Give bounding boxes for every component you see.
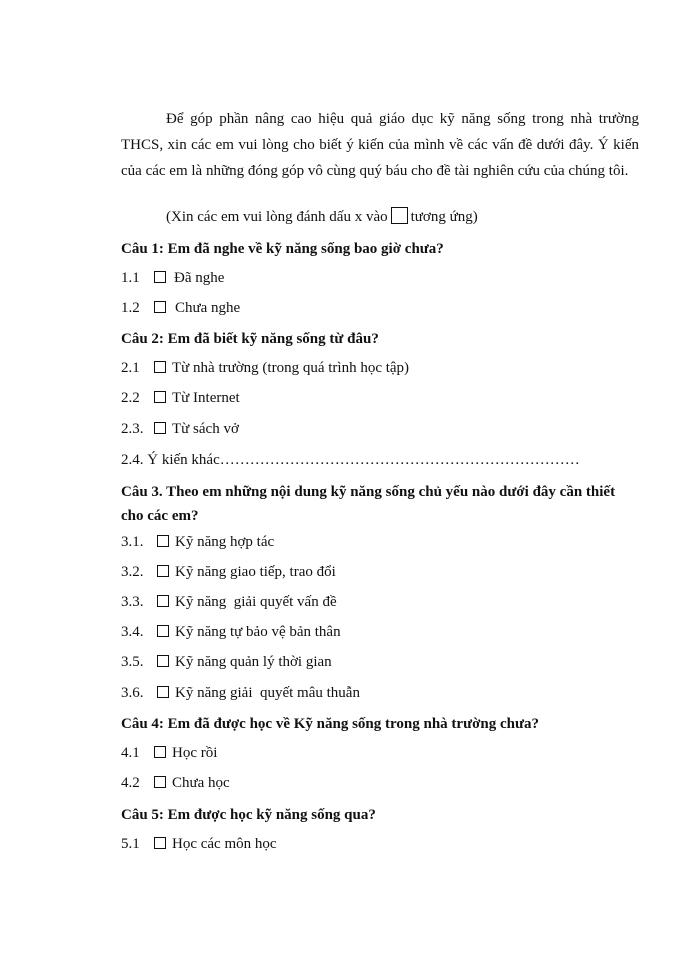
- option-number: 3.3.: [121, 594, 144, 610]
- option-number: 2.2: [121, 390, 140, 406]
- checkbox[interactable]: [154, 271, 166, 283]
- option-label: Học rồi: [172, 745, 218, 761]
- checkbox[interactable]: [157, 686, 169, 698]
- checkbox[interactable]: [157, 655, 169, 667]
- option-number: 1.2: [121, 300, 140, 316]
- checkbox[interactable]: [154, 837, 166, 849]
- option-label: Kỹ năng hợp tác: [175, 534, 275, 550]
- intro-paragraph: Để góp phần nâng cao hiệu quả giáo dục kỹ năng sống trong nhà trường THCS, xin các em vui lòng cho biết ý kiến của mình về các vấn đề dưới đây. Ý kiến của các em là những đóng góp vô cùng quý báu cho đề tài nghiên cứu của chúng tôi.: [121, 111, 639, 179]
- question-2-title: Câu 2: Em đã biết kỹ năng sống từ đâu?: [121, 331, 379, 347]
- option-label: Kỹ năng quản lý thời gian: [175, 654, 332, 670]
- option-label: Kỹ năng tự bảo vệ bản thân: [175, 624, 341, 640]
- option-4-2[interactable]: [121, 773, 230, 793]
- instruction-text-after: tương ứng): [410, 209, 478, 225]
- option-label: Học các môn học: [172, 836, 277, 852]
- option-4-1[interactable]: [121, 743, 217, 763]
- option-3-4[interactable]: [121, 622, 341, 642]
- option-label: Kỹ năng giải quyết vấn đề: [175, 594, 337, 610]
- checkbox[interactable]: [154, 422, 166, 434]
- option-3-1[interactable]: [121, 532, 274, 552]
- question-4-title: Câu 4: Em đã được học về Kỹ năng sống trong nhà trường chưa?: [121, 716, 539, 732]
- option-number: 3.6.: [121, 685, 144, 701]
- option-1-2[interactable]: [121, 298, 240, 318]
- option-label: Kỹ năng giải quyết mâu thuẫn: [175, 685, 360, 701]
- option-label: Kỹ năng giao tiếp, trao đổi: [175, 564, 336, 580]
- option-number: 1.1: [121, 270, 140, 286]
- option-2-2[interactable]: [121, 388, 240, 408]
- checkbox[interactable]: [157, 595, 169, 607]
- option-number: 3.4.: [121, 624, 144, 640]
- option-number: 4.1: [121, 745, 140, 761]
- option-2-1[interactable]: [121, 358, 409, 378]
- option-3-6[interactable]: [121, 683, 360, 703]
- question-1-title: Câu 1: Em đã nghe về kỹ năng sống bao giờ chưa?: [121, 241, 444, 257]
- checkbox[interactable]: [157, 625, 169, 637]
- option-label: Chưa học: [172, 775, 230, 791]
- option-5-1[interactable]: [121, 834, 277, 854]
- option-label: Từ Internet: [172, 390, 240, 406]
- option-label: Từ nhà trường (trong quá trình học tập): [172, 360, 410, 376]
- option-number: 2.3.: [121, 421, 144, 437]
- option-label: Từ sách vở: [172, 421, 239, 437]
- option-number: 3.1.: [121, 534, 144, 550]
- checkbox[interactable]: [154, 301, 166, 313]
- checkbox[interactable]: [154, 746, 166, 758]
- question-5-title: Câu 5: Em được học kỹ năng sống qua?: [121, 807, 376, 823]
- instruction-text-before: (Xin các em vui lòng đánh dấu x vào: [166, 209, 388, 225]
- instruction-line: [166, 206, 478, 228]
- option-number: 5.1: [121, 836, 140, 852]
- option-label: Chưa nghe: [175, 300, 241, 316]
- checkbox[interactable]: [154, 391, 166, 403]
- option-3-5[interactable]: [121, 652, 332, 672]
- checkbox[interactable]: [154, 361, 166, 373]
- option-2-3[interactable]: [121, 419, 239, 439]
- option-1-1[interactable]: [121, 268, 224, 288]
- checkbox[interactable]: [154, 776, 166, 788]
- checkbox[interactable]: [157, 565, 169, 577]
- option-number: 2.1: [121, 360, 140, 376]
- option-number: 4.2: [121, 775, 140, 791]
- option-3-3[interactable]: [121, 592, 337, 612]
- checkbox[interactable]: [157, 535, 169, 547]
- option-2-4-other[interactable]: 2.4. Ý kiến khác………………………………………………………………: [121, 452, 580, 468]
- option-number: 3.5.: [121, 654, 144, 670]
- option-number: 3.2.: [121, 564, 144, 580]
- option-label: Đã nghe: [174, 270, 225, 286]
- question-3-title: Câu 3. Theo em những nội dung kỹ năng sống chủ yếu nào dưới đây cần thiết cho các em?: [121, 484, 616, 524]
- checkbox-sample-icon: [391, 207, 408, 224]
- option-3-2[interactable]: [121, 562, 336, 582]
